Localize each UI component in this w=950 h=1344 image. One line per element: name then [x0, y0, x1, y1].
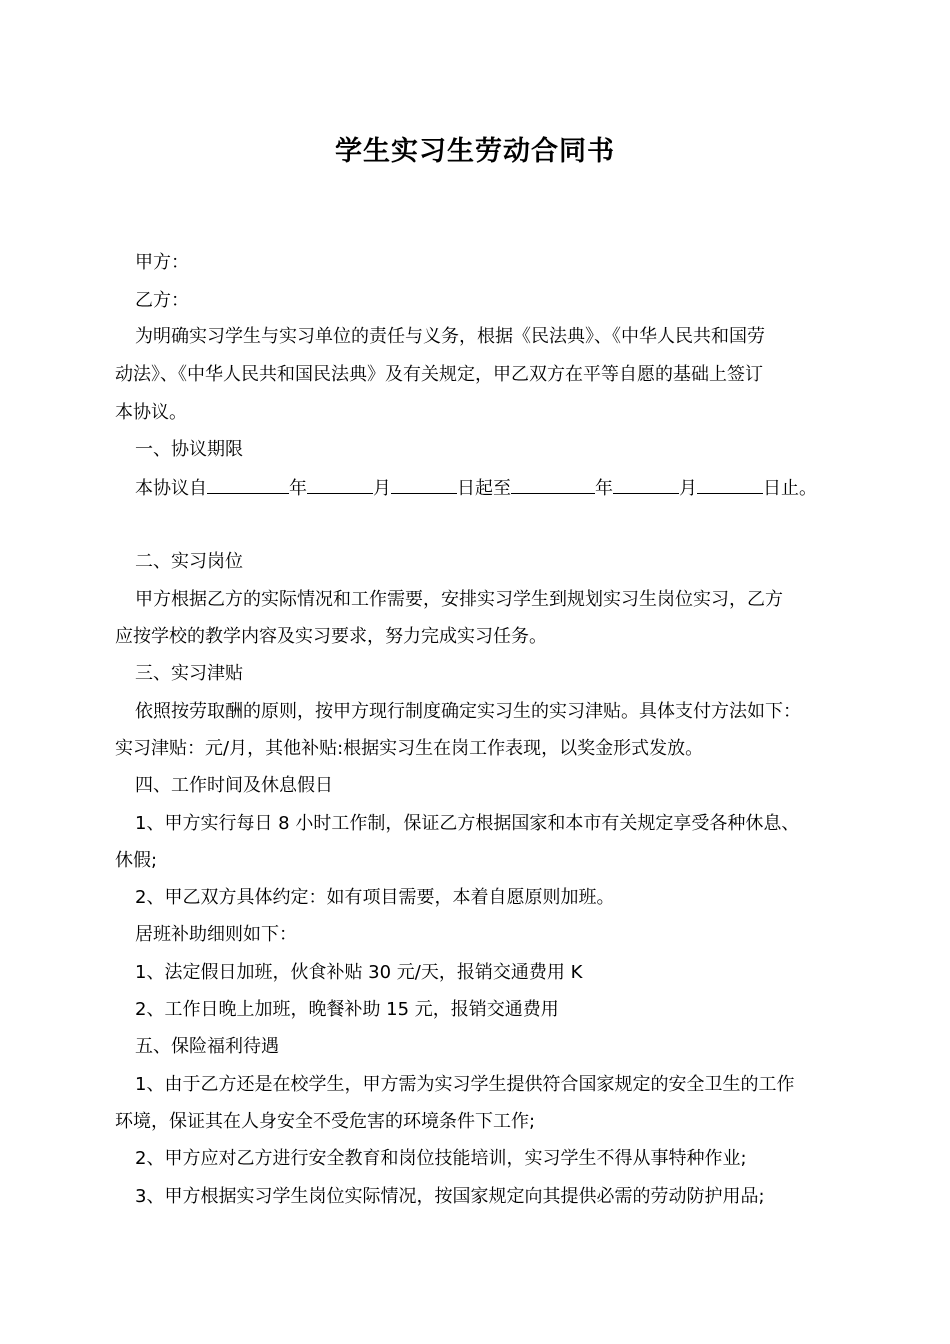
end-year-blank: [511, 475, 595, 494]
start-day-blank: [391, 475, 457, 494]
party-a-label: 甲方：: [135, 252, 189, 273]
start-month-blank: [307, 475, 373, 494]
intro-line-3: 本协议。: [115, 402, 187, 423]
start-year-unit: 年: [289, 478, 307, 499]
end-day-unit: 日止。: [763, 478, 817, 499]
start-year-blank: [207, 475, 289, 494]
section-5-item-1-line-1: 1、由于乙方还是在校学生，甲方需为实习学生提供符合国家规定的安全卫生的工作: [135, 1074, 795, 1095]
document-title: 学生实习生劳动合同书: [335, 136, 615, 167]
section-3-line-2: 实习津贴：元/月，其他补贴:根据实习生在岗工作表现，以奖金形式发放。: [115, 738, 704, 759]
subsidy-item-2: 2、工作日晚上加班，晚餐补助 15 元，报销交通费用: [135, 999, 559, 1020]
subsidy-item-1: 1、法定假日加班，伙食补贴 30 元/天，报销交通费用 K: [135, 962, 583, 983]
section-3-line-1: 依照按劳取酬的原则，按甲方现行制度确定实习生的实习津贴。具体支付方法如下：: [135, 701, 801, 722]
section-5-item-2: 2、甲方应对乙方进行安全教育和岗位技能培训，实习学生不得从事特种作业;: [135, 1148, 747, 1169]
section-1-heading: 一、协议期限: [135, 439, 243, 460]
start-month-unit: 月: [373, 478, 391, 499]
end-day-blank: [697, 475, 763, 494]
section-4-item-1-line-2: 休假;: [115, 850, 158, 871]
section-2-line-2: 应按学校的教学内容及实习要求，努力完成实习任务。: [115, 626, 547, 647]
agreement-term-line: [135, 475, 817, 502]
section-2-line-1: 甲方根据乙方的实际情况和工作需要，安排实习学生到规划实习生岗位实习，乙方: [135, 589, 783, 610]
end-month-blank: [613, 475, 679, 494]
section-2-heading: 二、实习岗位: [135, 551, 243, 572]
section-5-heading: 五、保险福利待遇: [135, 1036, 279, 1057]
end-year-unit: 年: [595, 478, 613, 499]
term-prefix: 本协议自: [135, 478, 207, 499]
subsidy-heading: 居班补助细则如下：: [135, 924, 297, 945]
section-5-item-3: 3、甲方根据实习学生岗位实际情况，按国家规定向其提供必需的劳动防护用品;: [135, 1186, 765, 1207]
section-3-heading: 三、实习津贴: [135, 663, 243, 684]
intro-line-1: 为明确实习学生与实习单位的责任与义务，根据《民法典》、《中华人民共和国劳: [135, 326, 765, 347]
intro-line-2: 动法》、《中华人民共和国民法典》及有关规定，甲乙双方在平等自愿的基础上签订: [115, 364, 763, 385]
party-b-label: 乙方：: [135, 290, 189, 311]
start-day-unit: 日起至: [457, 478, 511, 499]
section-4-item-1-line-1: 1、甲方实行每日 8 小时工作制，保证乙方根据国家和本市有关规定享受各种休息、: [135, 813, 800, 834]
end-month-unit: 月: [679, 478, 697, 499]
section-4-heading: 四、工作时间及休息假日: [135, 775, 333, 796]
section-4-item-2: 2、甲乙双方具体约定：如有项目需要，本着自愿原则加班。: [135, 887, 615, 908]
section-5-item-1-line-2: 环境，保证其在人身安全不受危害的环境条件下工作;: [115, 1111, 536, 1132]
